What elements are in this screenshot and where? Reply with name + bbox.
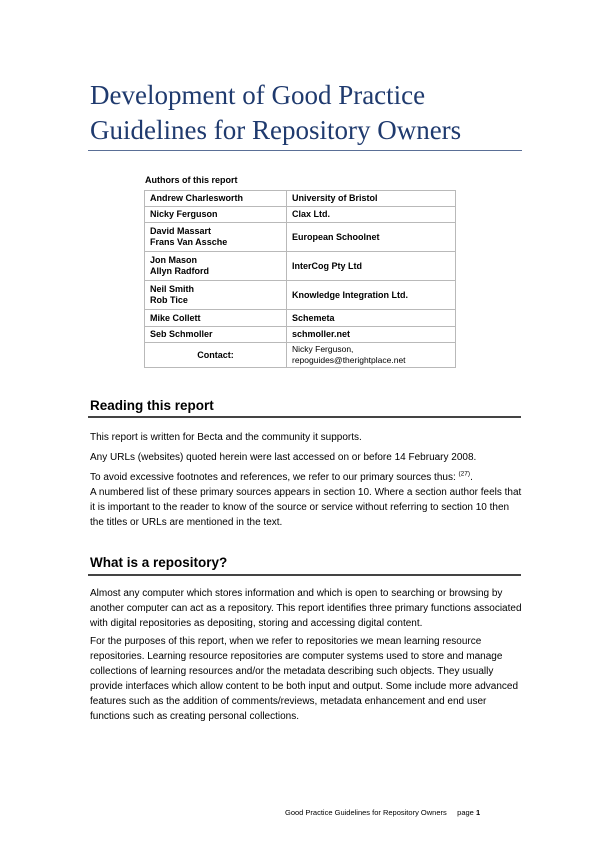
footer-page-label: page — [457, 808, 474, 817]
title-line-1: Development of Good Practice — [90, 80, 426, 110]
section-divider — [88, 416, 521, 418]
paragraph: Any URLs (websites) quoted herein were last accessed on or before 14 February 2008. — [90, 452, 477, 463]
author-org: schmoller.net — [287, 327, 456, 343]
author-name: David Massart Frans Van Assche — [145, 223, 287, 252]
section-heading-reading: Reading this report — [90, 398, 214, 413]
author-org: University of Bristol — [287, 191, 456, 207]
contact-label: Contact: — [145, 343, 287, 368]
author-name: Jon Mason Allyn Radford — [145, 252, 287, 281]
page-footer — [285, 808, 480, 817]
table-row — [145, 310, 456, 327]
table-row — [145, 223, 456, 252]
table-row — [145, 191, 456, 207]
paragraph: For the purposes of this report, when we refer to repositories we mean learning resource repositories. Learning resource repositories are computer systems used to store and manage collections of learning resources and/or the metadata describing such objects. They usually provide interfaces which allow content to be both input and output. Some include more advanced features such as the addition of comments/reviews, metadata enhancement and end user functions such as creating personal collections. — [90, 636, 519, 722]
page-number: 1 — [475, 808, 481, 817]
paragraph: Almost any computer which stores information and which is open to searching or browsing by another computer can act as a repository. This report identifies three primary functions associated with digital repositories as depositing, storing and accessing digital content. — [90, 588, 522, 629]
document-title — [90, 78, 530, 148]
author-org: Schemeta — [287, 310, 456, 327]
authors-caption: Authors of this report — [145, 175, 238, 185]
table-row — [145, 281, 456, 310]
author-name: Andrew Charlesworth — [145, 191, 287, 207]
paragraph: This report is written for Becta and the community it supports. — [90, 432, 362, 443]
author-name: Mike Collett — [145, 310, 287, 327]
table-row — [145, 327, 456, 343]
title-line-2: Guidelines for Repository Owners — [90, 115, 462, 145]
author-org: InterCog Pty Ltd — [287, 252, 456, 281]
contact-value: Nicky Ferguson, repoguides@therightplace.net — [287, 343, 456, 368]
table-row — [145, 207, 456, 223]
author-org: European Schoolnet — [287, 223, 456, 252]
author-org: Knowledge Integration Ltd. — [287, 281, 456, 310]
section-divider — [88, 574, 521, 576]
table-row — [145, 252, 456, 281]
footer-title: Good Practice Guidelines for Repository Owners — [285, 808, 447, 817]
author-org: Clax Ltd. — [287, 207, 456, 223]
source-reference: (27) — [458, 470, 471, 478]
authors-table — [144, 190, 456, 368]
author-name: Seb Schmoller — [145, 327, 287, 343]
paragraph: To avoid excessive footnotes and references, we refer to our primary sources thus: $^{(27)}$. A numbered list of these primary sources appears in section 10. Where a section author feels that it is important to the reader to know of the source or service without referring to section 10 then the titles or URLs are mentioned in the text. — [90, 470, 522, 528]
table-row — [145, 343, 456, 368]
author-name: Nicky Ferguson — [145, 207, 287, 223]
title-divider — [88, 150, 522, 151]
section-heading-repository: What is a repository? — [90, 555, 228, 570]
author-name: Neil Smith Rob Tice — [145, 281, 287, 310]
